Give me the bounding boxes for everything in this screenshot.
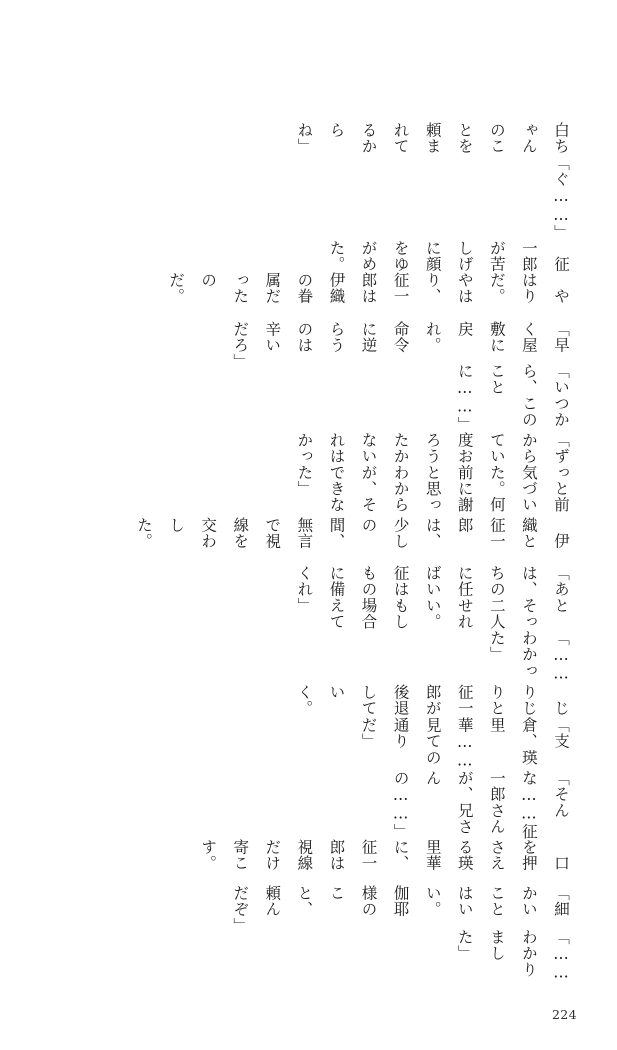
paragraph: 「いつから、このことに……」 xyxy=(455,362,570,433)
paragraph: 「細かいことはいい。 伽耶様のこと、頼んだぞ」 xyxy=(231,885,570,934)
paragraph: 口を押さえる瑛里華に、征一郎は視線だけ寄こす。 xyxy=(199,839,570,872)
page-number: 224 xyxy=(551,1007,577,1022)
paragraph: 「早く屋敷に戻れ。命令に逆らうのは辛いだろ」 xyxy=(231,320,570,369)
paragraph: じりじりと征一郎が後退していく。 xyxy=(295,683,570,716)
page-body-text xyxy=(57,122,577,982)
paragraph: 「ずっと前から気づいていた。何度お前に謝ろうと思ったかわからないが、それはできなかった」 xyxy=(295,432,570,513)
paragraph: 「……わかりました」 xyxy=(455,928,570,983)
paragraph: 「あとは、そっちの二人に任せればいい。征はもしもの場合に備えてくれ」 xyxy=(295,565,570,630)
paragraph: 伊織と征一郎は、少しの間、無言で視線を交わした。 xyxy=(134,516,570,550)
paragraph: 「……わかった」 xyxy=(487,630,570,684)
paragraph: やはりだ。やはり、征一郎は伊織の眷属だったのだ。 xyxy=(167,272,570,305)
paragraph: 征一郎が苦しげに顔をゆがめた。 xyxy=(327,240,570,273)
paragraph: 「ぐ……」 xyxy=(552,154,570,241)
paragraph: 「そんな……征一郎さんが、兄さんの……」 xyxy=(391,769,570,840)
paragraph: 「支倉、瑛里華……見ての通りだ」 xyxy=(359,716,570,770)
paragraph: 白ちゃんのことを頼まれてるからね」 xyxy=(295,122,570,155)
